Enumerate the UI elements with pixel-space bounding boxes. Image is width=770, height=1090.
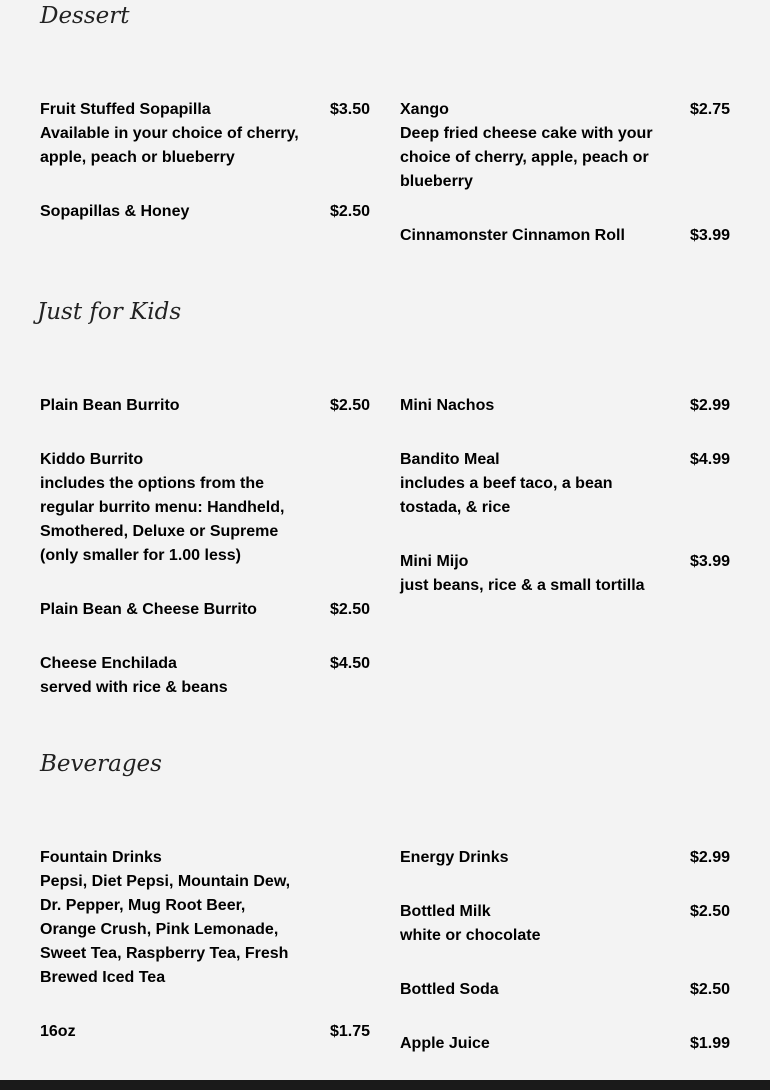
menu-item-xango	[400, 98, 730, 194]
item-name: Fruit Stuffed Sopapilla	[40, 101, 211, 118]
menu-item-apple-juice	[400, 1032, 730, 1056]
item-price: $3.50	[329, 101, 370, 118]
item-name: Sopapillas & Honey	[40, 203, 190, 220]
item-name: Mini Nachos	[400, 397, 495, 414]
item-description: includes the options from the regular burrito menu: Handheld, Smothered, Deluxe or Supreme (only smaller for 1.00 less)	[40, 475, 285, 564]
item-price: $3.99	[689, 553, 730, 570]
item-description: Available in your choice of cherry, apple, peach or blueberry	[40, 125, 299, 166]
item-name: Apple Juice	[400, 1035, 490, 1052]
menu-item-bottled-soda	[400, 978, 730, 1002]
item-price: $1.99	[689, 1035, 730, 1052]
item-description: includes a beef taco, a bean tostada, & rice	[400, 475, 613, 516]
item-description: just beans, rice & a small tortilla	[400, 577, 645, 594]
item-price: $2.50	[329, 203, 370, 220]
menu-item-mini-mijo	[400, 550, 730, 598]
item-price: $1.75	[329, 1023, 370, 1040]
item-description: served with rice & beans	[40, 679, 228, 696]
menu-item-fruit-stuffed-sopapilla	[40, 98, 370, 170]
kids-section-title: Just for Kids	[37, 299, 182, 325]
menu-item-bottled-milk	[400, 900, 730, 948]
item-price: $2.50	[329, 601, 370, 618]
item-description: Pepsi, Diet Pepsi, Mountain Dew, Dr. Pepper, Mug Root Beer, Orange Crush, Pink Lemonade, Sweet Tea, Raspberry Tea, Fresh Brewed Iced Tea	[40, 873, 291, 986]
menu-item-sopapillas-honey	[40, 200, 370, 224]
menu-item-mini-nachos	[400, 394, 730, 418]
item-price: $3.99	[689, 227, 730, 244]
item-name: Cheese Enchilada	[40, 655, 177, 672]
item-description: white or chocolate	[400, 927, 541, 944]
menu-item-plain-bean-burrito	[40, 394, 370, 418]
item-description: Deep fried cheese cake with your choice of cherry, apple, peach or blueberry	[400, 125, 653, 190]
item-name: 16oz	[40, 1023, 76, 1040]
item-name: Xango	[400, 101, 449, 118]
item-price: $2.50	[329, 397, 370, 414]
item-name: Plain Bean & Cheese Burrito	[40, 601, 257, 618]
menu-item-cheese-enchilada	[40, 652, 370, 700]
item-price: $4.50	[329, 655, 370, 672]
item-price: $4.99	[689, 451, 730, 468]
menu-item-plain-bean-cheese-burrito	[40, 598, 370, 622]
dessert-section-title: Dessert	[40, 3, 130, 29]
item-name: Bottled Soda	[400, 981, 499, 998]
item-price: $2.50	[689, 981, 730, 998]
menu-item-bandito-meal	[400, 448, 730, 520]
menu-item-fountain-drinks	[40, 846, 370, 990]
item-name: Mini Mijo	[400, 553, 469, 570]
item-name: Plain Bean Burrito	[40, 397, 180, 414]
item-price: $2.99	[689, 849, 730, 866]
item-name: Energy Drinks	[400, 849, 509, 866]
item-name: Cinnamonster Cinnamon Roll	[400, 227, 625, 244]
item-price: $2.50	[689, 903, 730, 920]
item-name: Fountain Drinks	[40, 849, 162, 866]
item-price: $2.75	[689, 101, 730, 118]
menu-item-16oz	[40, 1020, 370, 1044]
menu-item-energy-drinks	[400, 846, 730, 870]
beverages-section-title: Beverages	[40, 751, 162, 777]
item-name: Kiddo Burrito	[40, 451, 144, 468]
menu-item-kiddo-burrito	[40, 448, 370, 568]
item-name: Bandito Meal	[400, 451, 500, 468]
footer-bar	[0, 1080, 770, 1090]
item-price: $2.99	[689, 397, 730, 414]
menu-item-cinnamonster-cinnamon-roll	[400, 224, 730, 248]
item-name: Bottled Milk	[400, 903, 491, 920]
